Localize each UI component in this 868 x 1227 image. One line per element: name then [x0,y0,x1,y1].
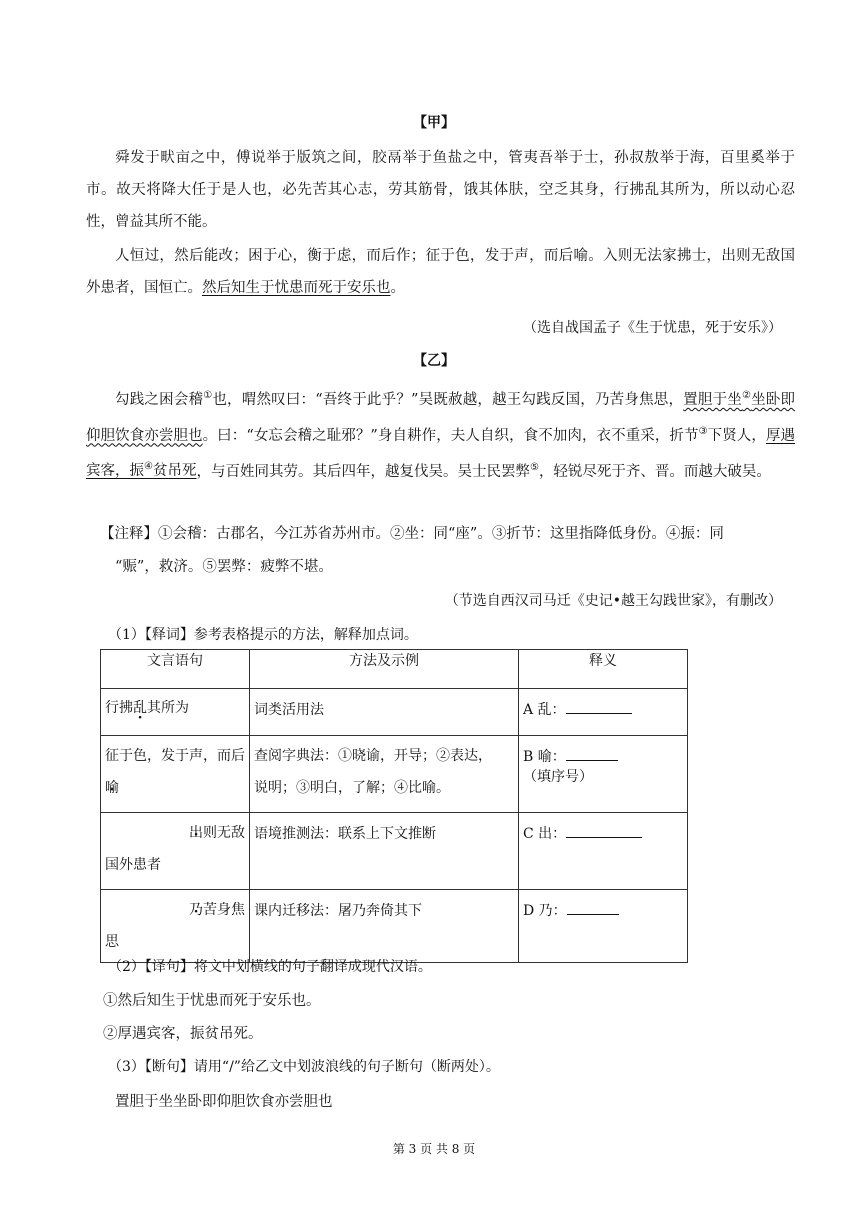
yi-heading: 【乙】 [413,353,455,369]
underlined-sentence-1: 然后知生于忧患而死于安乐也 [202,280,391,296]
page-footer: 第 3 页 共 8 页 [392,1142,476,1156]
table-cell: B 喻：（填序号） [519,736,688,813]
table-cell: 出 ·则无敌 国外患者 [101,813,250,890]
q2-prompt: （2）【译句】将文中划横线的句子翻译成现代汉语。 [108,959,432,975]
dotted-word: 喻 · [105,780,119,796]
answer-blank[interactable] [566,825,642,838]
table-header-cell: 文言语句 [101,650,250,689]
table-row [101,736,688,813]
answer-blank[interactable] [567,902,619,915]
q1-prompt: （1）【释词】参考表格提示的方法，解释加点词。 [108,627,418,643]
table-cell: 乃 ·苦身焦 思 [101,890,250,963]
q3-prompt: （3）【断句】请用“/”给乙文中划波浪线的句子断句（断两处）。 [108,1059,500,1075]
table-row [101,890,688,963]
notes-line-2: “赈”，救济。⑤罢弊：疲弊不堪。 [115,559,333,575]
jia-paragraph-1: 舜发于畎亩之中，傅说举于版筑之间，胶鬲举于鱼盐之中，管夷吾举于士，孙叔敖举于海，百里奚举于市。故天将降大任于是人也，必先苦其心志，劳其筋骨，饿其体肤，空乏其身，行拂乱其所为，所以动心忍性，曾益其所不能。 [86,150,795,230]
q3-sentence: 置胆于坐坐卧即仰胆饮食亦尝胆也 [115,1094,333,1110]
jia-heading: 【甲】 [413,115,455,131]
answer-blank[interactable] [566,701,632,714]
dotted-word: 出 · [189,825,203,841]
jia-source: （选自战国孟子《生于忧患，死于安乐》） [523,320,782,336]
table-cell: 行拂乱其所为 [101,689,250,736]
table-cell: 语境推测法：联系上下文推断 [250,813,519,890]
answer-blank[interactable] [566,748,618,761]
table-row [101,689,688,736]
q2-item-1: ①然后知生于忧患而死于安乐也。 [103,993,321,1009]
underlined-sentence-2: 厚遇宾客，振④贫吊死 [86,427,796,480]
table-cell: 词类活用法 [250,689,519,736]
table-header-cell: 释义 [519,650,688,689]
jia-paragraph-2: 人恒过，然后能改；困于心，衡于虑，而后作；征于色，发于声，而后喻。入则无法家拂士，出则无敌国外患者，国恒亡。然后知生于忧患而死于安乐也。 [86,248,795,296]
dotted-word: 乱 [133,700,147,716]
table-cell: A 乱： [519,689,688,736]
wavy-sentence: 置胆于坐②坐卧即仰胆饮食亦尝胆也 [86,390,796,444]
table-header-row [101,650,688,689]
table-header-cell: 方法及示例 [250,650,519,689]
dotted-word: 乃 · [189,902,203,918]
q2-item-2: ②厚遇宾客，振贫吊死。 [103,1026,263,1042]
table-cell: 课内迁移法：屠乃奔倚其下 [250,890,519,963]
yi-paragraph: 勾践之困会稽①也，喟然叹曰：“吾终于此乎？”吴既赦越，越王勾践反国，乃苦身焦思，置胆于坐②坐卧即仰胆饮食亦尝胆也。曰：“女忘会稽之耻邪？”身自耕作，夫人自织，食不加肉，衣不重采，折节③下贤人，厚遇宾客，振④贫吊死，与百姓同其劳。其后四年，越复伐吴。吴士民罢弊⑤，轻锐尽死于齐、晋。而越大破吴。 [86,390,796,480]
notes-line-1: 【注释】①会稽：古郡名，今江苏省苏州市。②坐：同“座”。③折节：这里指降低身份。④振：同 [100,526,724,542]
table-cell: 查阅字典法：①晓谕，开导；②表达， 说明；③明白，了解；④比喻。 [250,736,519,813]
yi-source: （节选自西汉司马迁《史记•越王勾践世家》，有删改） [444,593,782,609]
vocab-table [100,649,688,963]
table-cell: 征于色，发于声，而后喻 · [101,736,250,813]
table-cell: C 出： [519,813,688,890]
table-row [101,813,688,890]
table-cell: D 乃： [519,890,688,963]
